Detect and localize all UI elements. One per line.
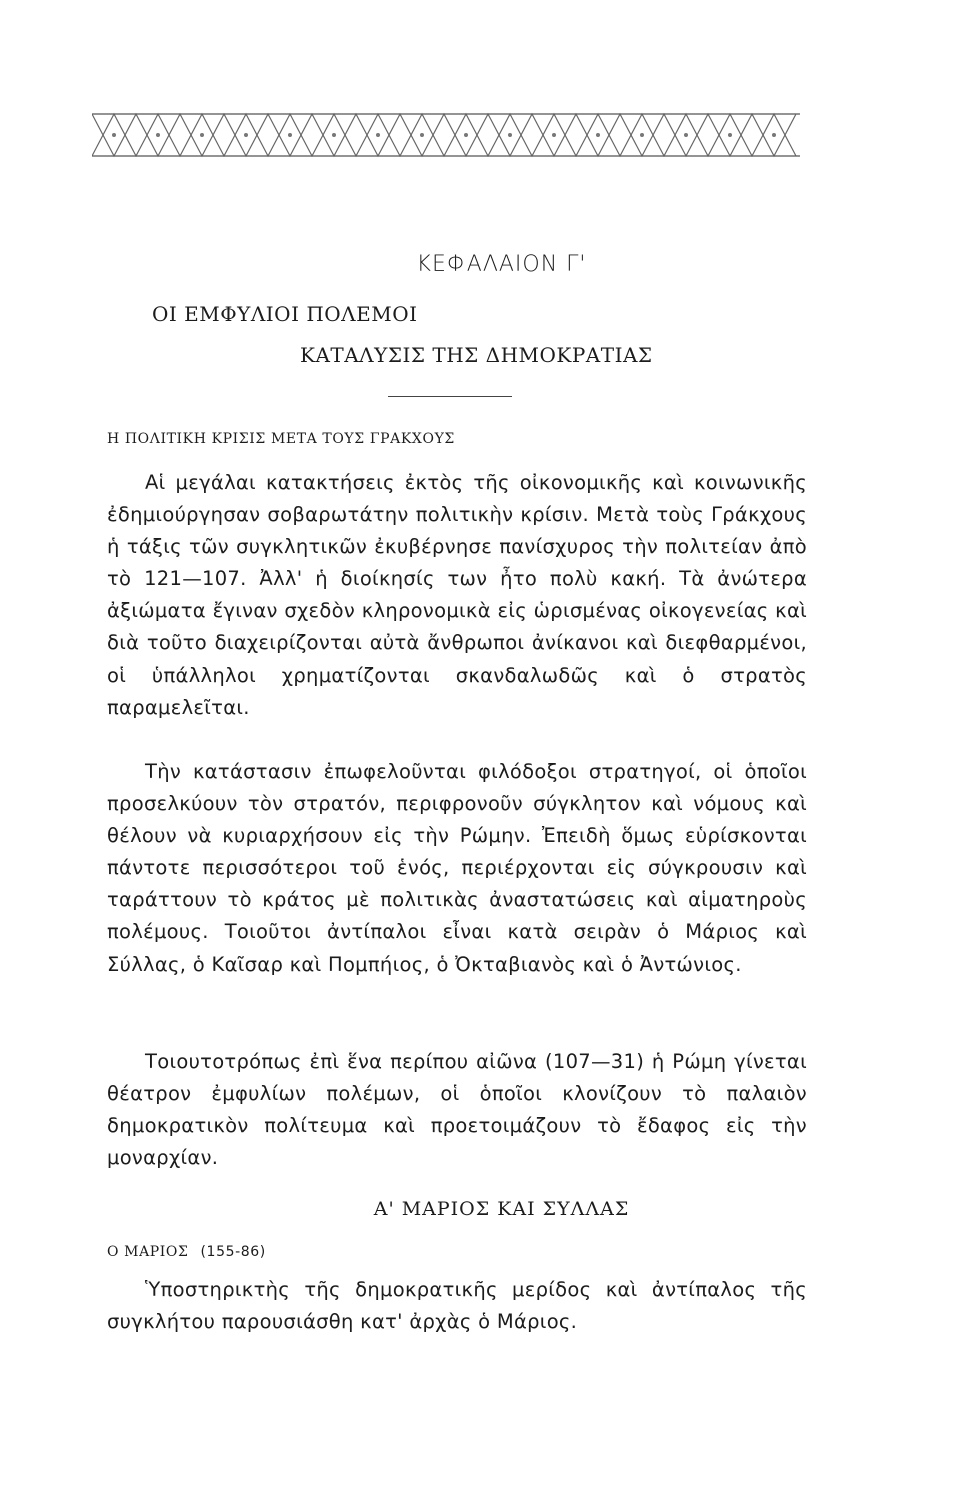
paragraph-text: Τὴν κατάστασιν ἐπωφελοῦνται φιλόδοξοι στρατηγοί, οἱ ὁποῖοι προσελκύουν τὸν στρατόν, περιφρονοῦν σύγκλητον καὶ νόμους καὶ θέλουν νὰ κυριαρχήσουν εἰς τὴν Ρώμην. Ἐπειδὴ ὅμως εὑρίσκονται πάντοτε περισσότεροι τοῦ ἑνός, περιέρχονται εἰς σύγκρουσιν καὶ ταράττουν τὸ κράτος μὲ πολιτικὰς ἀναστατώσεις καὶ αἱματηροὺς πολέμους. Τοιοῦτοι ἀντίπαλοι εἶναι κατὰ σειρὰν ὁ Μάριος καὶ Σύλλας, ὁ Καῖσαρ καὶ Πομπήιος, ὁ Ὀκταβιανὸς καὶ ὁ Ἀντώνιος. (107, 760, 807, 976)
part-subtitle: ΚΑΤΑΛΥΣΙΣ ΤΗΣ ΔΗΜΟΚΡΑΤΙΑΣ (300, 343, 653, 367)
paragraph-text: Ὑποστηρικτὴς τῆς δημοκρατικῆς μερίδος καὶ ἀντίπαλος τῆς συγκλήτου παρουσιάσθη κατ' ἀρχὰς ὁ Μάριος. (107, 1278, 807, 1334)
paragraph-2 (107, 756, 807, 981)
paragraph-4 (107, 1274, 807, 1338)
person-name: Ο ΜΑΡΙΟΣ (107, 1244, 189, 1260)
paragraph-3 (107, 1046, 807, 1174)
paragraph-text: Αἱ μεγάλαι κατακτήσεις ἐκτὸς τῆς οἰκονομικῆς καὶ κοινωνικῆς ἐδημιούργησαν σοβαρωτάτην πολιτικὴν κρίσιν. Μετὰ τοὺς Γράκχους ἡ τάξις τῶν συγκλητικῶν ἐκυβέρνησε πανίσχυρος τὴν πολιτείαν ἀπὸ τὸ 121—107. Ἀλλ' ἡ διοίκησίς των ἦτο πολὺ κακή. Τὰ ἀνώτερα ἀξιώματα ἔγιναν σχεδὸν κληρονομικὰ εἰς ὡρισμένας οἰκογενείας καὶ διὰ τοῦτο διαχειρίζονται αὐτὰ ἄνθρωποι ἀνίκανοι καὶ διεφθαρμένοι, οἱ ὑπάλληλοι χρηματίζονται σκανδαλωδῶς καὶ ὁ στρατὸς παραμελεῖται. (107, 471, 807, 719)
subsection-heading: Α' ΜΑΡΙΟΣ ΚΑΙ ΣΥΛΛΑΣ (373, 1198, 630, 1220)
paragraph-text: Τοιουτοτρόπως ἐπὶ ἕνα περίπου αἰῶνα (107—31) ἡ Ρώμη γίνεται θέατρον ἐμφυλίων πολέμων, οἱ ὁποῖοι κλονίζουν τὸ παλαιὸν δημοκρατικὸν πολίτευμα καὶ προετοιμάζουν τὸ ἔδαφος εἰς τὴν μοναρχίαν. (107, 1050, 807, 1170)
paragraph-1 (107, 467, 807, 724)
person-dates: (155-86) (200, 1244, 266, 1260)
title-divider (388, 396, 512, 397)
section-heading: Η ΠΟΛΙΤΙΚΗ ΚΡΙΣΙΣ ΜΕΤΑ ΤΟΥΣ ΓΡΑΚΧΟΥΣ (107, 431, 455, 447)
decorative-ornament-band (92, 110, 800, 160)
chapter-heading: ΚΕΦΑΛΑΙΟΝ Γ' (416, 252, 587, 277)
person-heading (107, 1244, 266, 1260)
part-title: ΟΙ ΕΜΦΥΛΙΟΙ ΠΟΛΕΜΟΙ (152, 302, 418, 326)
